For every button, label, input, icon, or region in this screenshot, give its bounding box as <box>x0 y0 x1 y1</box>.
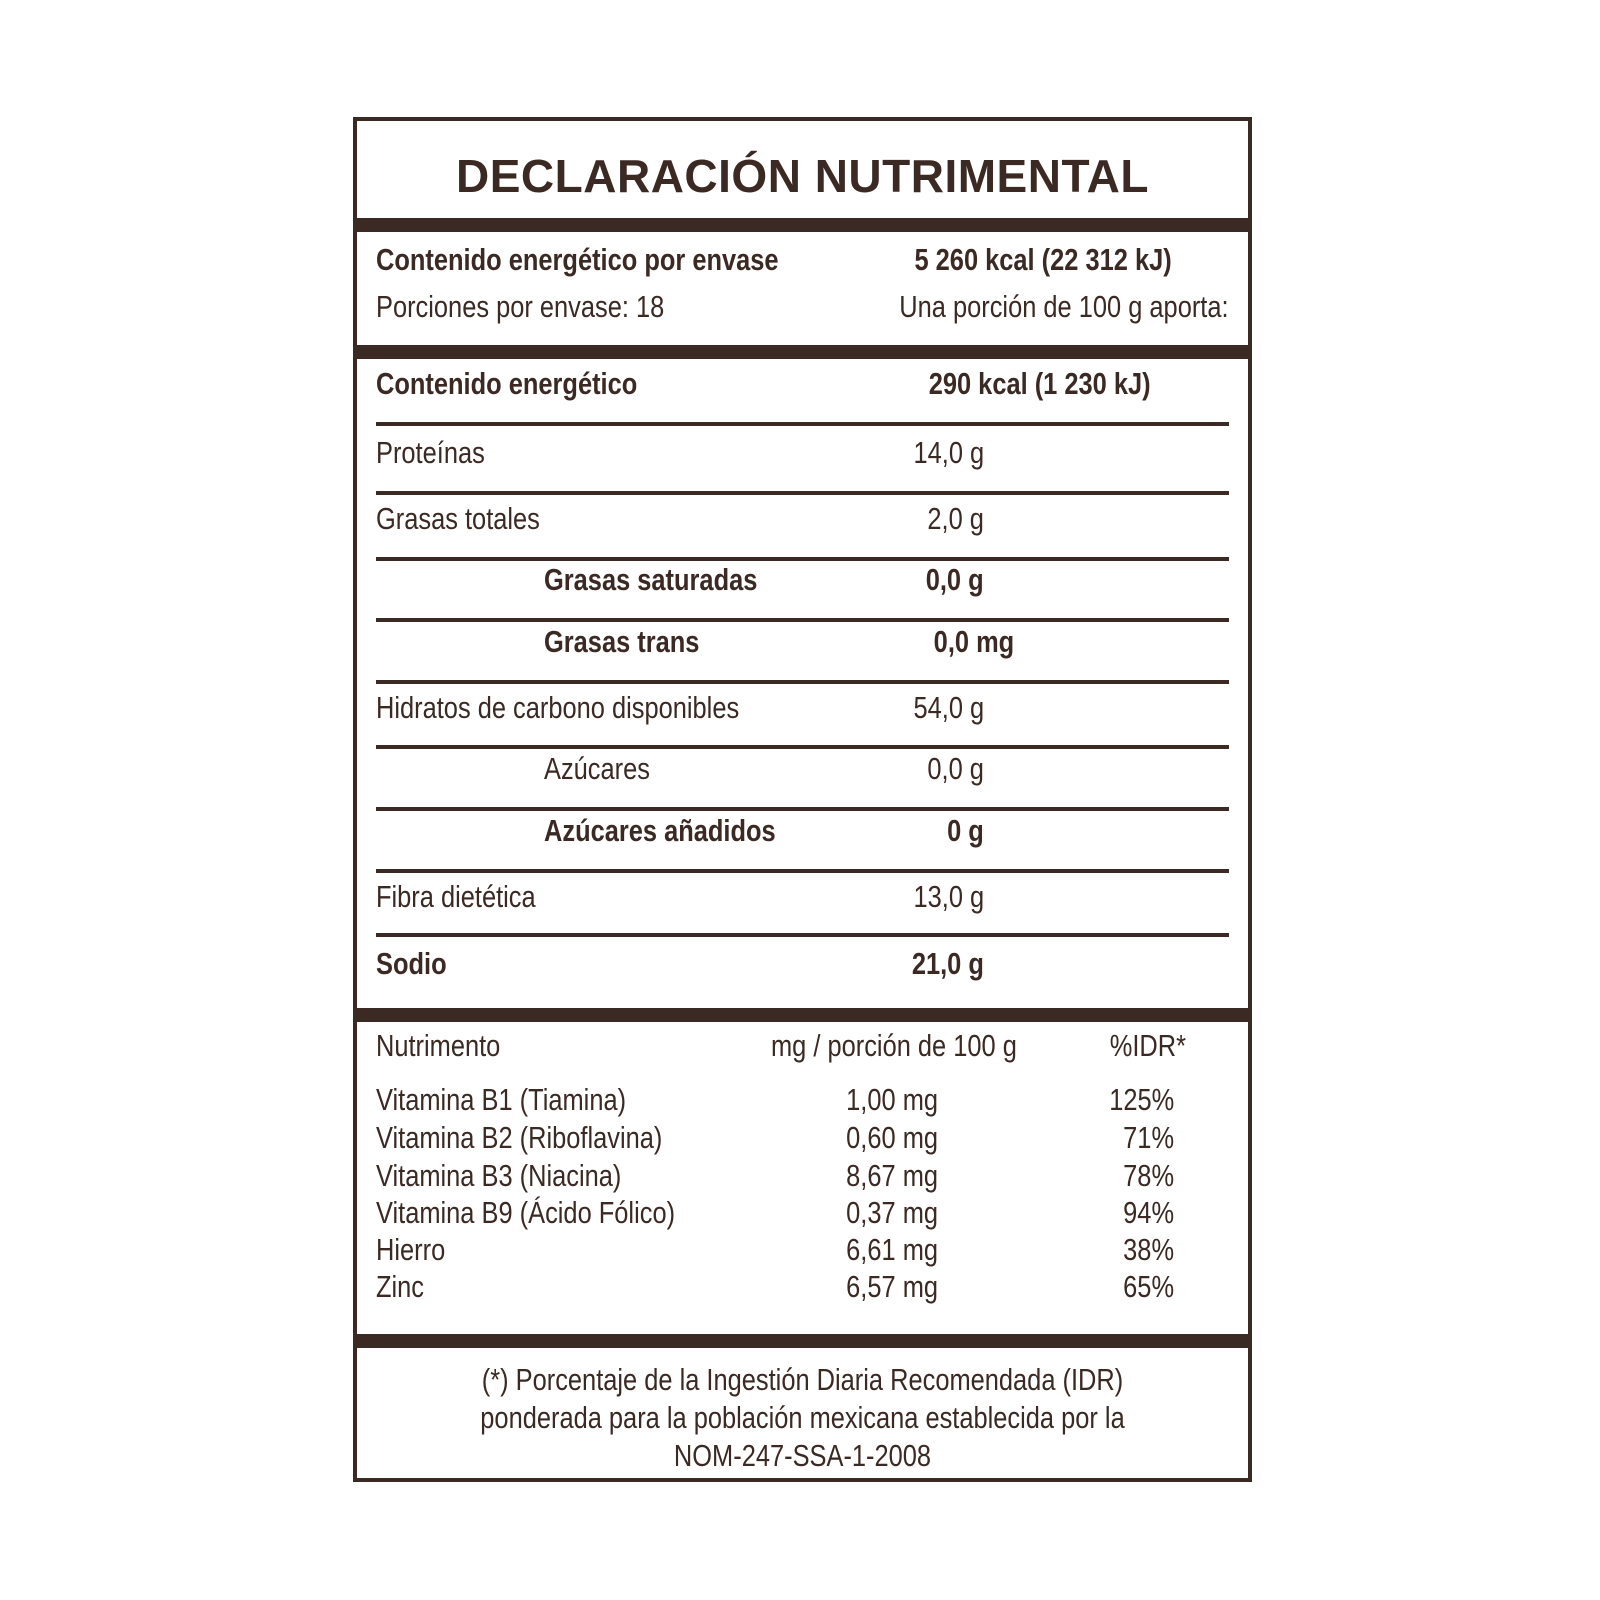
energy-per-package-label: Contenido energético por envase <box>376 242 779 277</box>
row-divider <box>376 422 1229 426</box>
row-value-saturated-fat: 0,0 g <box>926 562 984 597</box>
row-divider <box>376 557 1229 561</box>
micro-idr: 65% <box>1123 1269 1174 1304</box>
row-label-added-sugars: Azúcares añadidos <box>544 813 776 848</box>
micro-name: Vitamina B3 (Niacina) <box>376 1158 622 1193</box>
divider <box>357 1334 1248 1348</box>
micro-header-amount: mg / porción de 100 g <box>771 1028 1017 1063</box>
row-label-carbohydrates: Hidratos de carbono disponibles <box>376 690 740 725</box>
row-label-saturated-fat: Grasas saturadas <box>544 562 758 597</box>
micro-name: Vitamina B2 (Riboflavina) <box>376 1120 663 1155</box>
footnote <box>357 1361 1248 1475</box>
footnote-line: NOM-247-SSA-1-2008 <box>673 1438 932 1473</box>
micro-amount: 0,60 mg <box>846 1120 938 1155</box>
micro-name: Zinc <box>376 1269 425 1304</box>
divider <box>357 218 1248 232</box>
row-value-sodium: 21,0 g <box>911 946 984 981</box>
micro-amount: 1,00 mg <box>846 1082 938 1117</box>
micro-header-idr: %IDR* <box>1109 1028 1186 1063</box>
micro-header-nutrient: Nutrimento <box>376 1028 501 1063</box>
label-title: DECLARACIÓN NUTRIMENTAL <box>456 150 1149 202</box>
row-value-energy: 290 kcal (1 230 kJ) <box>929 366 1151 401</box>
micro-amount: 8,67 mg <box>846 1158 938 1193</box>
divider <box>357 1008 1248 1022</box>
micro-name: Vitamina B1 (Tiamina) <box>376 1082 627 1117</box>
micro-amount: 6,57 mg <box>846 1269 938 1304</box>
micro-idr: 71% <box>1123 1120 1174 1155</box>
row-value-sugars: 0,0 g <box>927 751 984 786</box>
row-divider <box>376 618 1229 622</box>
row-value-fiber: 13,0 g <box>913 879 984 914</box>
portion-label: Una porción de 100 g aporta: <box>899 289 1229 324</box>
row-label-sodium: Sodio <box>376 946 447 981</box>
row-divider <box>376 680 1229 684</box>
row-label-trans-fat: Grasas trans <box>544 624 700 659</box>
footnote-line: (*) Porcentaje de la Ingestión Diaria Recomendada (IDR) <box>481 1362 1124 1397</box>
micro-idr: 125% <box>1108 1082 1174 1117</box>
row-label-total-fat: Grasas totales <box>376 501 540 536</box>
row-value-trans-fat: 0,0 mg <box>933 624 1014 659</box>
row-label-fiber: Fibra dietética <box>376 879 536 914</box>
row-label-sugars: Azúcares <box>544 751 650 786</box>
micro-idr: 38% <box>1123 1232 1174 1267</box>
micro-amount: 0,37 mg <box>846 1195 938 1230</box>
row-divider <box>376 807 1229 811</box>
row-divider <box>376 745 1229 749</box>
row-label-protein: Proteínas <box>376 435 485 470</box>
row-value-protein: 14,0 g <box>913 435 984 470</box>
micro-amount: 6,61 mg <box>846 1232 938 1267</box>
row-value-added-sugars: 0 g <box>947 813 984 848</box>
energy-per-package-value: 5 260 kcal (22 312 kJ) <box>914 242 1172 277</box>
row-value-total-fat: 2,0 g <box>927 501 984 536</box>
servings-label: Porciones por envase: 18 <box>376 289 665 324</box>
micro-name: Hierro <box>376 1232 446 1267</box>
micro-idr: 94% <box>1123 1195 1174 1230</box>
row-label-energy: Contenido energético <box>376 366 638 401</box>
micro-name: Vitamina B9 (Ácido Fólico) <box>376 1195 676 1230</box>
micro-idr: 78% <box>1123 1158 1174 1193</box>
row-divider <box>376 933 1229 937</box>
row-divider <box>376 869 1229 873</box>
nutrition-label <box>353 117 1252 1482</box>
footnote-line: ponderada para la población mexicana establecida por la <box>480 1400 1125 1435</box>
row-value-carbohydrates: 54,0 g <box>913 690 984 725</box>
divider <box>357 345 1248 359</box>
row-divider <box>376 491 1229 495</box>
